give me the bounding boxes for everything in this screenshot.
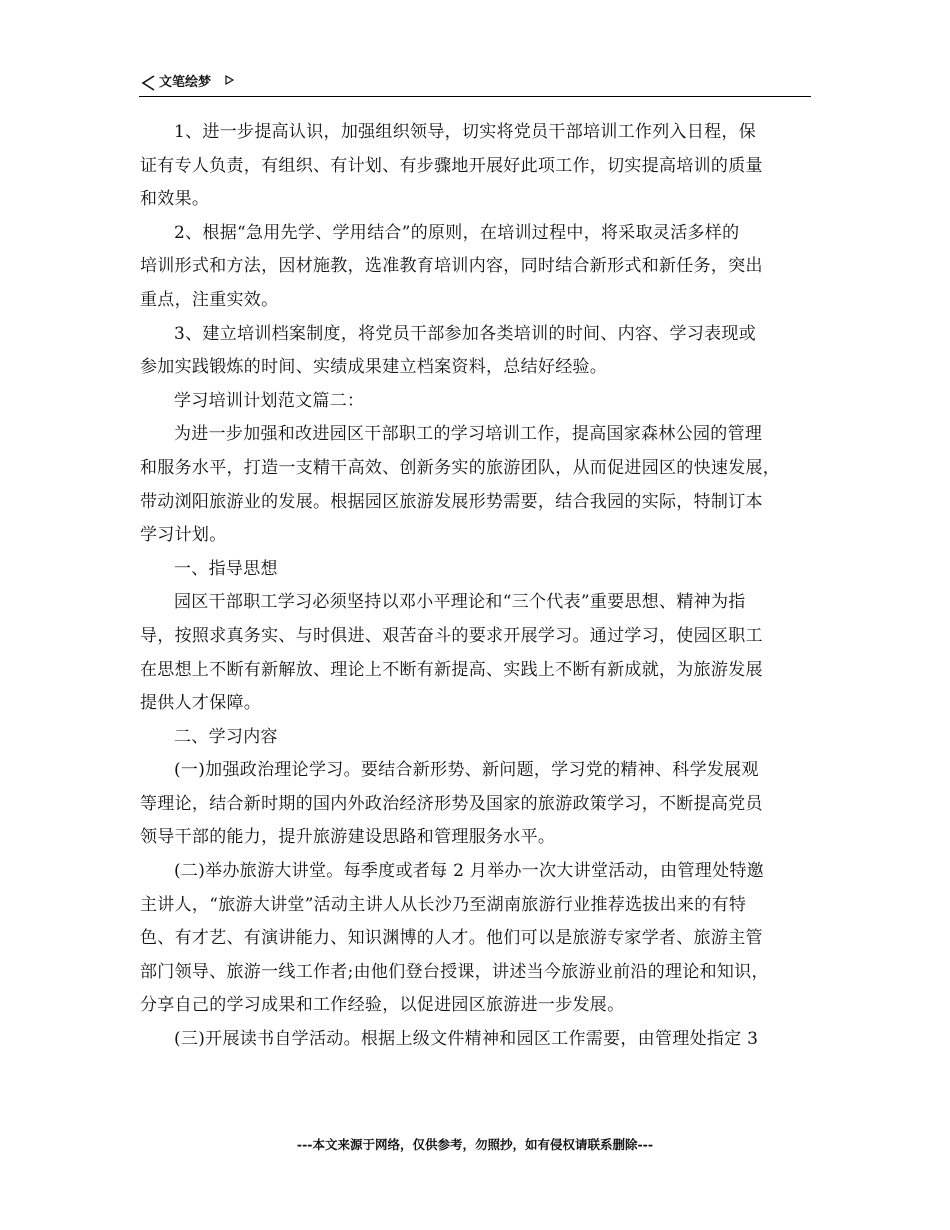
triangle-right-icon	[225, 75, 234, 85]
text-line: 在思想上不断有新解放、理论上不断有新提高、实践上不断有新成就，为旅游发展	[140, 659, 763, 680]
paragraph	[140, 1023, 816, 1057]
text-line: 培训形式和方法，因材施教，选准教育培训内容，同时结合新形式和新任务，突出	[140, 256, 763, 277]
text-line: 学习培训计划范文篇二：	[174, 390, 365, 411]
section-heading	[140, 721, 816, 755]
document-body	[140, 116, 816, 1057]
text-line: 证有专人负责，有组织、有计划、有步骤地开展好此项工作，切实提高培训的质量	[140, 155, 763, 176]
section-heading	[140, 553, 816, 587]
paragraph	[140, 855, 816, 1023]
brand-name: 文笔绘梦	[159, 75, 212, 90]
paragraph	[140, 586, 816, 720]
page-header	[139, 72, 811, 97]
text-line: 和效果。	[140, 189, 210, 210]
text-line: (三)开展读书自学活动。根据上级文件精神和园区工作需要，由管理处指定 3	[174, 1029, 759, 1050]
paragraph	[140, 116, 816, 217]
text-line: 带动浏阳旅游业的发展。根据园区旅游发展形势需要，结合我园的实际，特制订本	[140, 491, 763, 512]
text-line: 领导干部的能力，提升旅游建设思路和管理服务水平。	[140, 827, 556, 848]
text-line: 3、建立培训档案制度，将党员干部参加各类培训的时间、内容、学习表现或	[174, 323, 757, 344]
text-line: 重点，注重实效。	[140, 289, 279, 310]
text-line: 二、学习内容	[174, 726, 278, 747]
text-line: 一、指导思想	[174, 558, 278, 579]
text-line: (二)举办旅游大讲堂。每季度或者每 2 月举办一次大讲堂活动，由管理处特邀	[174, 861, 764, 882]
text-line: 为进一步加强和改进园区干部职工的学习培训工作，提高国家森林公园的管理	[174, 424, 763, 445]
footer-disclaimer: ---本文来源于网络，仅供参考，勿照抄，如有侵权请联系删除---	[296, 1137, 654, 1152]
triangle-left-icon	[141, 75, 156, 91]
text-line: 色、有才艺、有演讲能力、知识渊博的人才。他们可以是旅游专家学者、旅游主管	[140, 928, 763, 949]
text-line: 主讲人，“旅游大讲堂”活动主讲人从长沙乃至湖南旅游行业推荐选拔出来的有特	[140, 894, 747, 915]
text-line: 学习计划。	[140, 525, 227, 546]
text-line: 等理论，结合新时期的国内外政治经济形势及国家的旅游政策学习，不断提高党员	[140, 793, 763, 814]
text-line: 2、根据“急用先学、学用结合”的原则，在培训过程中，将采取灵活多样的	[174, 222, 740, 243]
text-line: 和服务水平，打造一支精干高效、创新务实的旅游团队，从而促进园区的快速发展，	[140, 457, 781, 478]
text-line: 提供人才保障。	[140, 693, 262, 714]
text-line: 分享自己的学习成果和工作经验，以促进园区旅游进一步发展。	[140, 995, 625, 1016]
text-line: 导，按照求真务实、与时俱进、艰苦奋斗的要求开展学习。通过学习，使园区职工	[140, 625, 763, 646]
paragraph	[140, 754, 816, 855]
text-line: 参加实践锻炼的时间、实绩成果建立档案资料，总结好经验。	[140, 357, 608, 378]
section-heading	[140, 385, 816, 419]
text-line: 1、进一步提高认识，加强组织领导，切实将党员干部培训工作列入日程，保	[174, 122, 757, 142]
text-line: 园区干部职工学习必须坚持以邓小平理论和“三个代表”重要思想、精神为指	[174, 592, 746, 613]
text-line: (一)加强政治理论学习。要结合新形势、新问题，学习党的精神、科学发展观	[174, 760, 759, 781]
text-line: 部门领导、旅游一线工作者;由他们登台授课，讲述当今旅游业前沿的理论和知识，	[140, 961, 769, 982]
paragraph	[140, 418, 816, 552]
paragraph	[140, 318, 816, 385]
paragraph	[140, 217, 816, 318]
